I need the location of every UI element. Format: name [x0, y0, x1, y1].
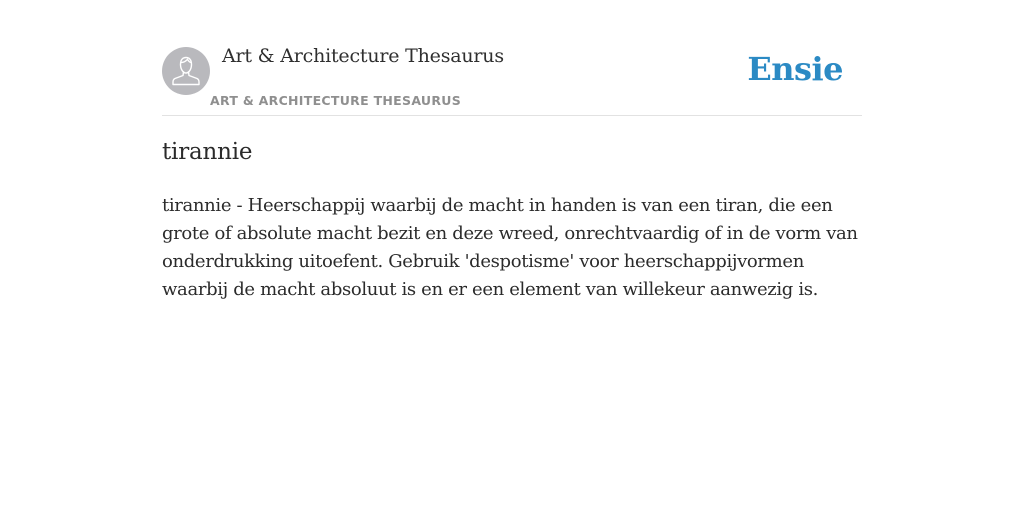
entry-definition: tirannie - Heerschappij waarbij de macht in handen is van een tiran, die een grote of absolute macht bezit en deze wreed, onrechtvaardig of in de vorm van onderdrukking uitoefent. Gebruik 'despotisme' voor heerschappijvormen waarbij de macht absoluut is en er een element van willekeur aanwezig is.: [162, 195, 858, 300]
entry-term: tirannie: [162, 139, 253, 165]
author-avatar[interactable]: [162, 47, 210, 95]
entry-card: [162, 0, 862, 300]
author-name[interactable]: Art & Architecture Thesaurus: [222, 45, 504, 67]
user-silhouette-icon: [162, 47, 210, 95]
author-subtitle: ART & ARCHITECTURE THESAURUS: [210, 93, 462, 108]
entry-header: [162, 0, 862, 116]
ensie-logo[interactable]: Ensie: [747, 50, 843, 88]
